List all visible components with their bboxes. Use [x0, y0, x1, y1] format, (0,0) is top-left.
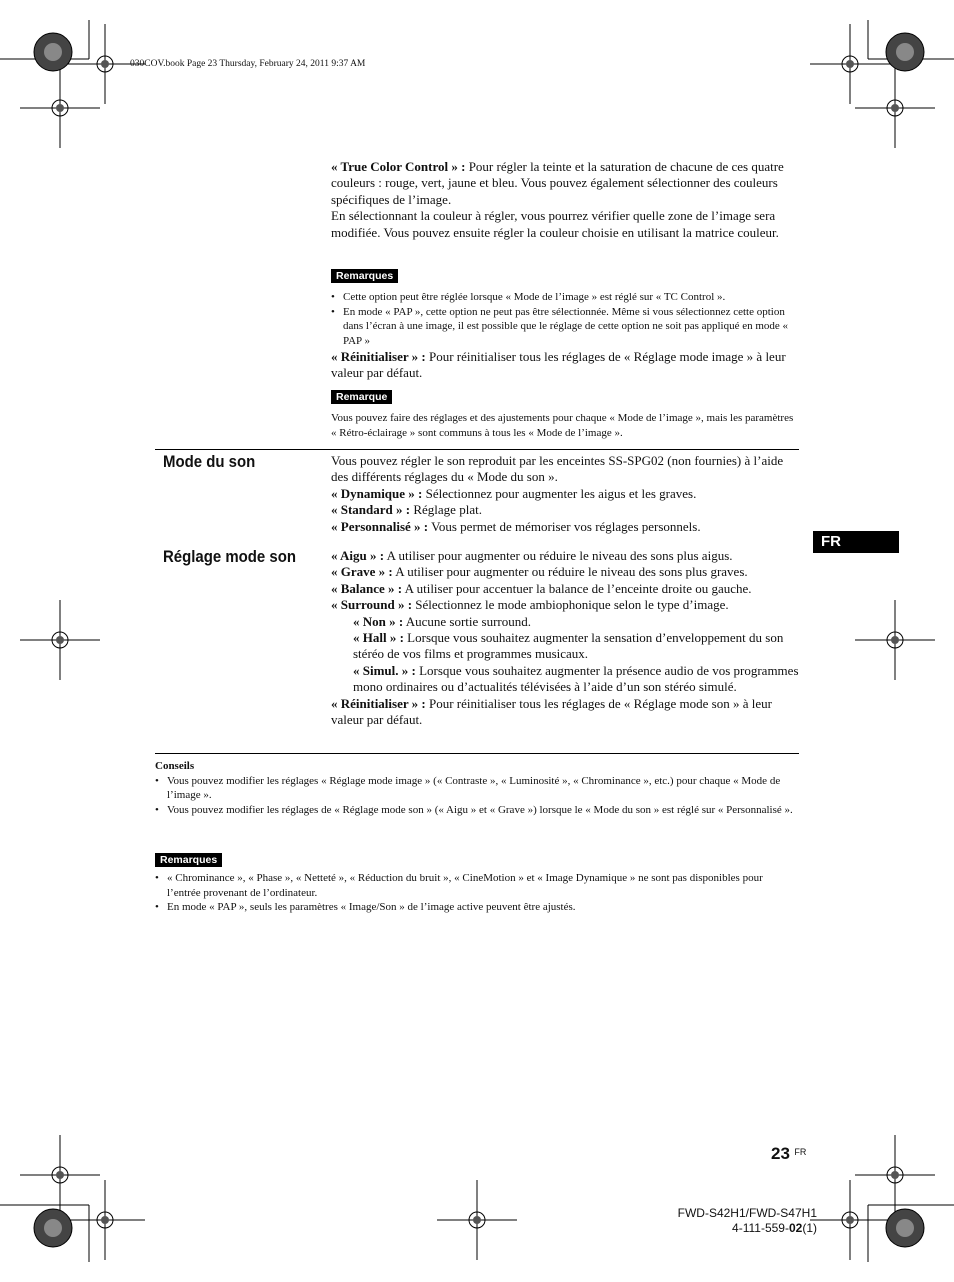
reset-text: Pour réinitialiser tous les réglages de « Réglage mode image » à leur valeur par défaut.: [331, 349, 786, 381]
part-code-bold: 02: [788, 1221, 803, 1235]
sound-setting-label: « Grave » :: [331, 564, 393, 580]
tips-title: Conseils: [155, 760, 195, 772]
surround-option-text: Lorsque vous souhaitez augmenter la sensation d’enveloppement du son stéréo de vos films et programmes musicaux.: [353, 630, 784, 662]
surround-option: [353, 630, 799, 663]
sound-setting-text: A utiliser pour accentuer la balance de l’enceinte droite ou gauche.: [402, 580, 752, 596]
bottom-note-item: • En mode « PAP », seuls les paramètres « Image/Son » de l’image active peuvent être ajustés.: [155, 900, 799, 915]
notes-tag: Remarques: [331, 269, 398, 283]
sound-mode-item-label: « Dynamique » :: [331, 485, 423, 501]
sound-mode-item: [331, 486, 799, 502]
tips-block: [155, 759, 799, 818]
part-code: [678, 1221, 817, 1236]
notes-list: [331, 290, 799, 349]
book-info-header: 030COV.book Page 23 Thursday, February 24, 2011 9:37 AM: [130, 59, 366, 69]
surround-options: [331, 614, 799, 696]
sound-setting-item: [331, 597, 799, 613]
section-title-sound-settings: Réglage mode son: [163, 547, 297, 566]
section-title-sound-mode: Mode du son: [163, 452, 256, 471]
sound-setting-text: Sélectionnez le mode ambiophonique selon le type d’image.: [412, 597, 729, 613]
sound-mode-item-label: « Personnalisé » :: [331, 518, 429, 534]
sound-mode-desc: Vous pouvez régler le son reproduit par les enceintes SS-SPG02 (non fournies) à l’aide des différents réglages du « Mode du son ».: [331, 453, 784, 485]
note-text: Vous pouvez faire des réglages et des ajustements pour chaque « Mode de l’image », mais les paramètres « Rétro-éclairage » sont communs à tous les « Mode de l’image ».: [331, 412, 794, 439]
sound-setting-item: [331, 564, 799, 580]
bottom-notes-tag: Remarques: [155, 853, 222, 867]
sound-setting-label: « Aigu » :: [331, 548, 385, 563]
reset-sound-label: « Réinitialiser » :: [331, 695, 426, 711]
true-color-text: Pour régler la teinte et la saturation de chacune de ces quatre couleurs : rouge, vert, jaune et bleu. Vous pouvez également sélectionner des couleurs spécifiques de l’image.: [331, 159, 784, 207]
language-side-tab: FR: [813, 531, 899, 553]
sound-mode-item-text: Réglage plat.: [410, 502, 482, 518]
page-number-block: [771, 1144, 806, 1164]
sound-setting-label: « Balance » :: [331, 580, 403, 596]
reset-sound-paragraph: [331, 696, 799, 729]
note-item: • En mode « PAP », cette option ne peut pas être sélectionnée. Même si vous sélectionnez cette option dans l’écran à une image, il est possible que le réglage de cette option ne soit pas appliqué en mode « PAP »: [331, 305, 799, 349]
note-item: • Cette option peut être réglée lorsque « Mode de l’image » est réglé sur « TC Control ».: [331, 290, 799, 305]
bottom-note-item: • « Chrominance », « Phase », « Netteté », « Réduction du bruit », « CineMotion » et « Image Dynamique » ne sont pas disponibles pour l’entrée provenant de l’ordinateur.: [155, 871, 799, 900]
surround-option: [353, 663, 799, 696]
sound-setting-item: [331, 548, 799, 564]
sound-mode-item-text: Sélectionnez pour augmenter les aigus et les graves.: [422, 485, 697, 501]
tip-item: • Vous pouvez modifier les réglages de « Réglage mode son » (« Aigu » et « Grave ») lorsque le « Mode du son » est réglé sur « Personnalisé ».: [155, 803, 799, 818]
sound-setting-text: A utiliser pour augmenter ou réduire le niveau des sons plus graves.: [392, 564, 748, 580]
model-numbers: FWD-S42H1/FWD-S47H1: [677, 1206, 817, 1220]
surround-option-text: Lorsque vous souhaitez augmenter la présence audio de vos programmes mono ordinaires ou d’actualités télévisées à l’aide d’un son stéréo simulé.: [353, 662, 799, 695]
sound-setting-label: « Surround » :: [331, 597, 413, 613]
true-color-paragraph-2: En sélectionnant la couleur à régler, vous pourrez vérifier quelle zone de l’image sera modifiée. Vous pouvez ensuite régler la couleur choisie en utilisant la matrice couleur.: [331, 208, 779, 240]
note-tag: Remarque: [331, 390, 392, 404]
surround-option-label: « Non » :: [353, 613, 404, 629]
bottom-notes-list: [155, 871, 799, 915]
sound-mode-body: [331, 453, 799, 535]
section-divider-bottom: [155, 753, 799, 754]
surround-option-text: Aucune sortie surround.: [403, 613, 532, 629]
sound-mode-item-label: « Standard » :: [331, 502, 411, 518]
true-color-paragraph: [331, 159, 799, 208]
sound-settings-body: [331, 548, 799, 728]
true-color-label: « True Color Control » :: [331, 159, 466, 174]
surround-option: [353, 614, 799, 630]
reset-sound-text: Pour réinitialiser tous les réglages de « Réglage mode son » à leur valeur par défaut.: [331, 695, 772, 728]
reset-label: « Réinitialiser » :: [331, 349, 426, 364]
part-code-suffix: (1): [802, 1221, 817, 1235]
reset-image-paragraph: [331, 349, 799, 382]
true-color-block: [331, 159, 799, 241]
surround-option-label: « Simul. » :: [353, 662, 416, 678]
sound-setting-item: [331, 581, 799, 597]
section-divider: [155, 449, 799, 450]
tip-item: • Vous pouvez modifier les réglages « Réglage mode image » (« Contraste », « Luminosité », « Chrominance », etc.) pour chaque « Mode de l’image ».: [155, 774, 799, 803]
page-lang: FR: [794, 1147, 807, 1157]
sound-mode-item: [331, 519, 799, 535]
page-number: 23: [771, 1144, 790, 1163]
surround-option-label: « Hall » :: [353, 630, 404, 646]
part-code-prefix: 4-111-559-: [732, 1221, 789, 1235]
sound-mode-item: [331, 502, 799, 518]
footer-model-block: [678, 1206, 817, 1236]
sound-setting-text: A utiliser pour augmenter ou réduire le niveau des sons plus aigus.: [384, 548, 733, 563]
sound-mode-item-text: Vous permet de mémoriser vos réglages personnels.: [428, 518, 701, 534]
